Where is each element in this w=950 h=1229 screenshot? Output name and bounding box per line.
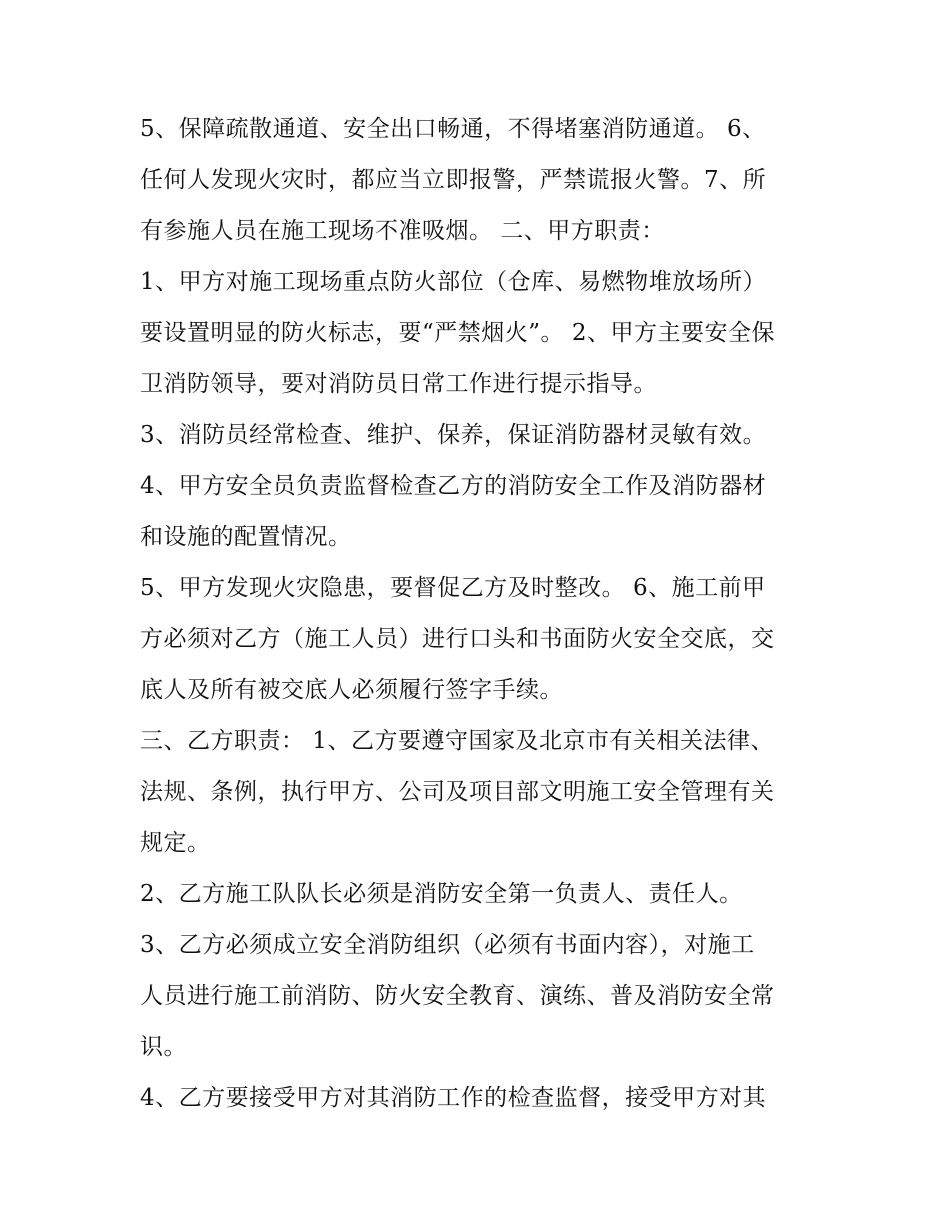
text-line: 方必须对乙方（施工人员）进行口头和书面防火安全交底，交 — [140, 626, 775, 652]
text-line: 规定。 — [140, 830, 211, 856]
text-line: 任何人发现火灾时，都应当立即报警，严禁谎报火警。7、所 — [140, 167, 767, 193]
text-line: 1、甲方对施工现场重点防火部位（仓库、易燃物堆放场所） — [140, 269, 767, 295]
text-line: 法规、条例，执行甲方、公司及项目部文明施工安全管理有关 — [140, 779, 775, 805]
text-line: 3、乙方必须成立安全消防组织（必须有书面内容），对施工 — [140, 932, 755, 958]
text-line: 4、甲方安全员负责监督检查乙方的消防安全工作及消防器材 — [140, 473, 767, 499]
document-body — [140, 104, 820, 1124]
text-line: 2、乙方施工队队长必须是消防安全第一负责人、责任人。 — [140, 881, 743, 907]
text-line: 5、甲方发现火灾隐患，要督促乙方及时整改。 6、施工前甲 — [140, 575, 766, 601]
text-line: 和设施的配置情况。 — [140, 524, 352, 550]
text-line: 5、保障疏散通道、安全出口畅通，不得堵塞消防通道。 6、 — [140, 116, 766, 142]
text-line: 底人及所有被交底人必须履行签字手续。 — [140, 677, 563, 703]
text-line: 有参施人员在施工现场不准吸烟。 二、甲方职责： — [140, 218, 665, 244]
text-line: 3、消防员经常检查、维护、保养，保证消防器材灵敏有效。 — [140, 422, 767, 448]
text-line: 识。 — [140, 1034, 187, 1060]
text-line: 人员进行施工前消防、防火安全教育、演练、普及消防安全常 — [140, 983, 775, 1009]
text-line: 卫消防领导，要对消防员日常工作进行提示指导。 — [140, 371, 657, 397]
text-line: 4、乙方要接受甲方对其消防工作的检查监督，接受甲方对其 — [140, 1085, 767, 1111]
text-line: 三、乙方职责： 1、乙方要遵守国家及北京市有关相关法律、 — [140, 728, 774, 754]
text-line: 要设置明显的防火标志，要“严禁烟火”。 2、甲方主要安全保 — [140, 320, 775, 346]
